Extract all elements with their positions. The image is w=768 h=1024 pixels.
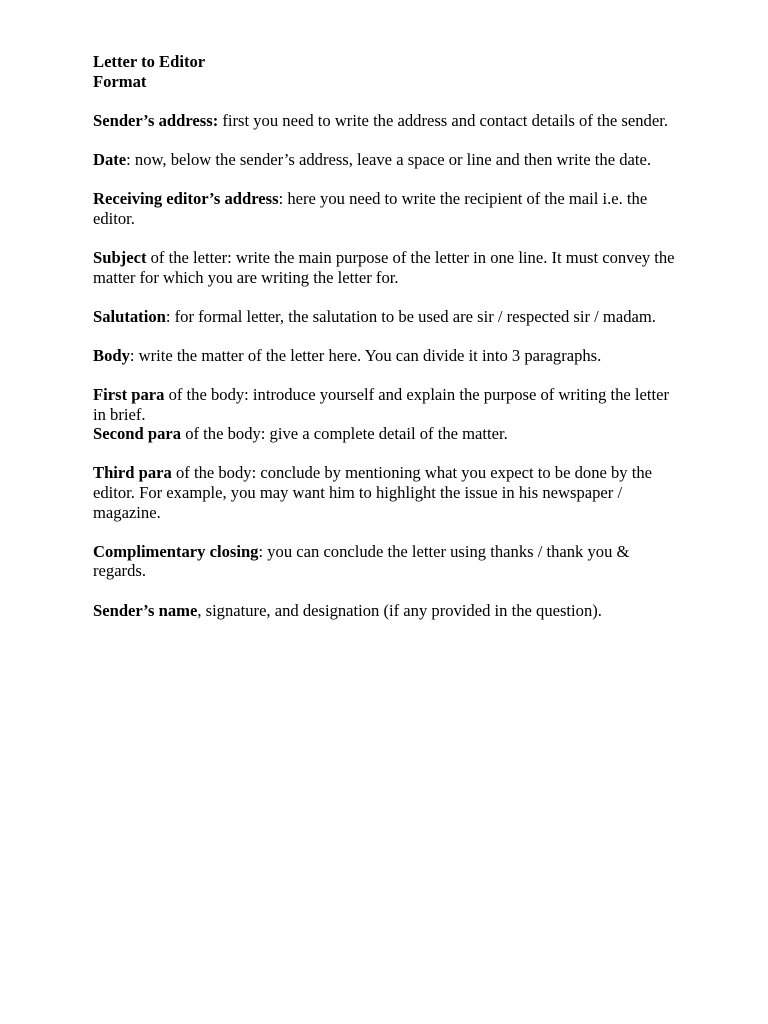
section-text: : write the matter of the letter here. You can divide it into 3 paragraphs. bbox=[129, 345, 602, 365]
section-date bbox=[93, 150, 678, 170]
section-paragraph bbox=[93, 542, 678, 581]
section-term: Third para bbox=[93, 463, 172, 483]
section-third-para bbox=[93, 463, 678, 522]
section-paragraph bbox=[93, 111, 678, 131]
section-paragraph bbox=[93, 248, 678, 287]
section-paragraph bbox=[93, 150, 678, 170]
section-text: of the letter: write the main purpose of the letter in one line. It must convey the matter for which you are writing the letter for. bbox=[93, 247, 675, 287]
section-text: : here you need to write the recipient of the mail i.e. the editor. bbox=[93, 189, 648, 228]
section-term: Second para bbox=[93, 424, 182, 444]
section-paragraph bbox=[93, 307, 678, 327]
section-text: of the body: conclude by mentioning what you expect to be done by the editor. For example, you may want him to highlight the issue in his newspaper / magazine. bbox=[93, 463, 653, 522]
section-term: Complimentary closing bbox=[93, 541, 259, 561]
section-text: of the body: introduce yourself and explain the purpose of writing the letter in brief. bbox=[93, 385, 670, 424]
section-term: Salutation bbox=[93, 306, 166, 326]
section-term: Subject bbox=[93, 247, 147, 267]
section-salutation bbox=[93, 307, 678, 327]
section-senders-name bbox=[93, 601, 678, 621]
section-text: : you can conclude the letter using thanks / thank you & regards. bbox=[93, 541, 630, 581]
section-text: : now, below the sender’s address, leave a space or line and then write the date. bbox=[126, 149, 651, 169]
section-paragraph bbox=[93, 346, 678, 366]
section-term: Sender’s name bbox=[93, 600, 198, 620]
section-receiving-editors-address bbox=[93, 189, 678, 228]
section-complimentary-closing bbox=[93, 542, 678, 581]
section-text: first you need to write the address and contact details of the sender. bbox=[218, 110, 668, 130]
section-senders-address bbox=[93, 111, 678, 131]
document-subtitle: Format bbox=[93, 71, 147, 91]
section-text: , signature, and designation (if any provided in the question). bbox=[197, 600, 602, 620]
section-paragraph bbox=[93, 463, 678, 522]
document-heading bbox=[93, 52, 678, 91]
document-title: Letter to Editor bbox=[93, 52, 206, 71]
section-body bbox=[93, 346, 678, 366]
section-paragraph bbox=[93, 385, 678, 424]
section-first-second-para bbox=[93, 385, 678, 444]
section-paragraph bbox=[93, 424, 678, 444]
section-term: Receiving editor’s address bbox=[93, 189, 279, 209]
section-text: : for formal letter, the salutation to be used are sir / respected sir / madam. bbox=[165, 306, 656, 326]
section-subject bbox=[93, 248, 678, 287]
section-term: Sender’s address: bbox=[93, 110, 219, 130]
section-text: of the body: give a complete detail of the matter. bbox=[181, 424, 508, 444]
section-term: First para bbox=[93, 385, 165, 405]
section-paragraph bbox=[93, 601, 678, 621]
section-term: Date bbox=[93, 149, 127, 169]
section-paragraph bbox=[93, 189, 678, 228]
section-term: Body bbox=[93, 345, 130, 365]
